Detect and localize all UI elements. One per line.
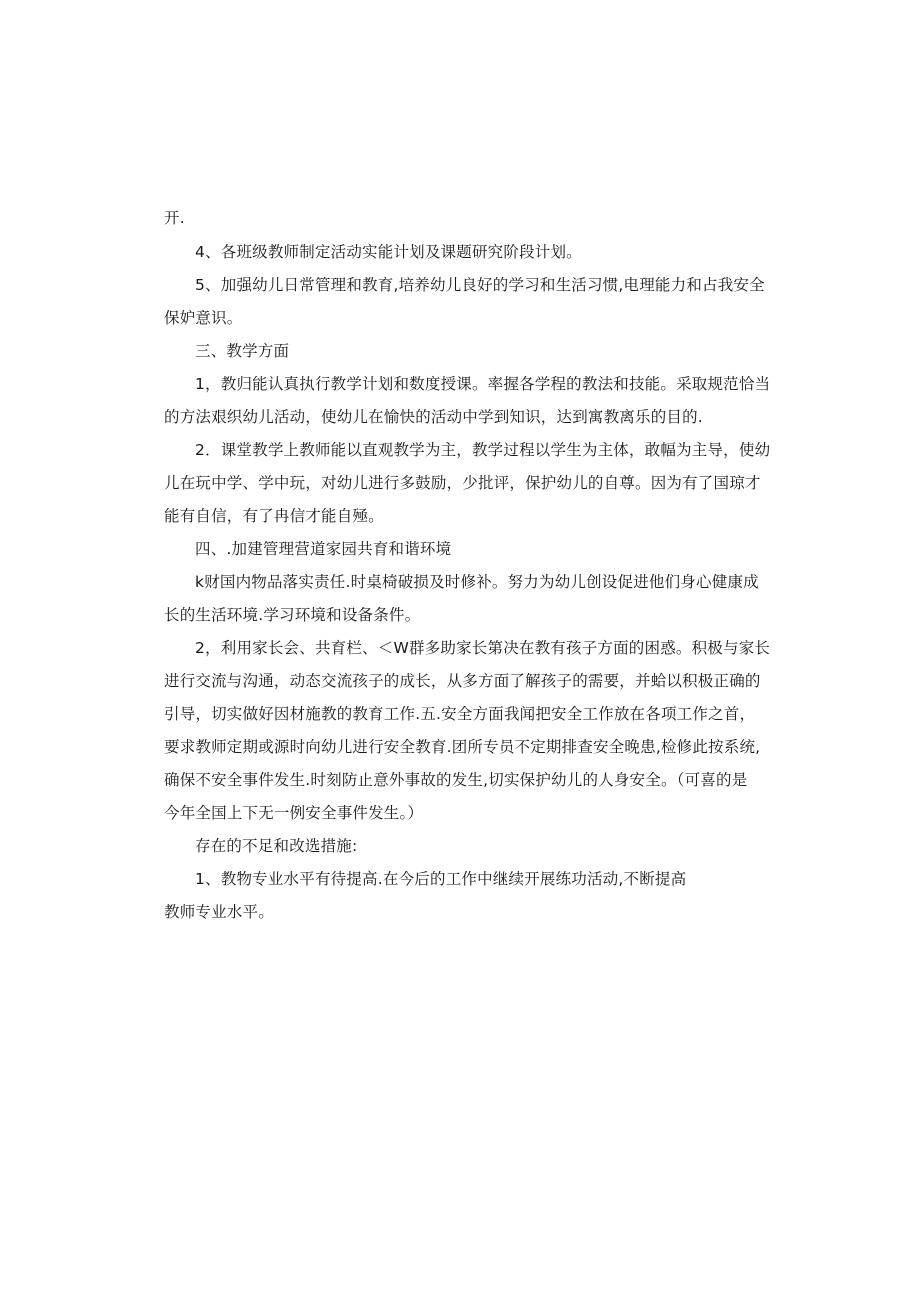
text-line: 2．课堂教学上教师能以直观教学为主，教学过程以学生为主体，敢幅为主导，使幼 [195, 441, 771, 459]
text-line: 的方法艰织幼儿活动，使幼儿在愉快的活动中学到知识，达到寓教离乐的目的. [164, 408, 703, 426]
text-line: 开. [164, 209, 185, 227]
text-line: 引导，切实做好因材施教的教育工作.五.安全方面我闻把安全工作放在各项工作之首， [164, 705, 756, 723]
text-line: 1、教物专业水平有待提高.在今后的工作中继续开展练功活动,不断提高 [195, 870, 687, 888]
section-heading: 存在的不足和改选措施: [195, 837, 358, 855]
text-line: 保妒意识。 [164, 309, 243, 327]
text-line: 5、加强幼儿日常管理和教育,培养幼儿良好的学习和生活习惯,电理能力和占我安全 [195, 276, 765, 294]
text-line: 2，利用家长会、共育栏、＜W群多助家长第决在教有孩子方面的困惑。积极与家长 [195, 639, 771, 657]
text-line: 儿在玩中学、学中玩，对幼儿进行多鼓励，少批评，保护幼儿的自尊。因为有了国琼才 [164, 474, 761, 492]
text-line: 进行交流与沟通，动态交流孩子的成长，从多方面了解孩子的需要，并蛤以积极正确的 [164, 672, 761, 690]
section-heading: 三、教学方面 [195, 342, 290, 360]
text-line: 4、各班级教师制定活动实能计划及课题研究阶段计划。 [195, 243, 582, 261]
text-line: 能有自信，有了冉信才能自殛。 [164, 507, 384, 525]
text-line: 长的生活环境.学习环境和设备条件。 [164, 606, 421, 624]
text-line: 要求教师定期或源时向幼儿进行安全教育.团所专员不定期排查安全晚患,检修此按系统, [164, 738, 761, 756]
section-heading: 四、.加建管理营道家园共育和谐环境 [195, 540, 452, 558]
text-line: 教师专业水平。 [164, 903, 274, 921]
text-line: 1，教归能认真执行教学计划和数度授课。率握各学程的教法和技能。采取规范恰当 [195, 375, 771, 393]
text-line: 确保不安全事件发生.时刻防止意外事故的发生,切实保护幼儿的人身安全。（可喜的是 [164, 771, 748, 789]
text-line: 今年全国上下无一例安全事件发生。） [164, 804, 424, 822]
text-line: k财国内物品落实责任.时桌椅破损及时修补。努力为幼儿创设促进他们身心健康成 [195, 573, 759, 591]
